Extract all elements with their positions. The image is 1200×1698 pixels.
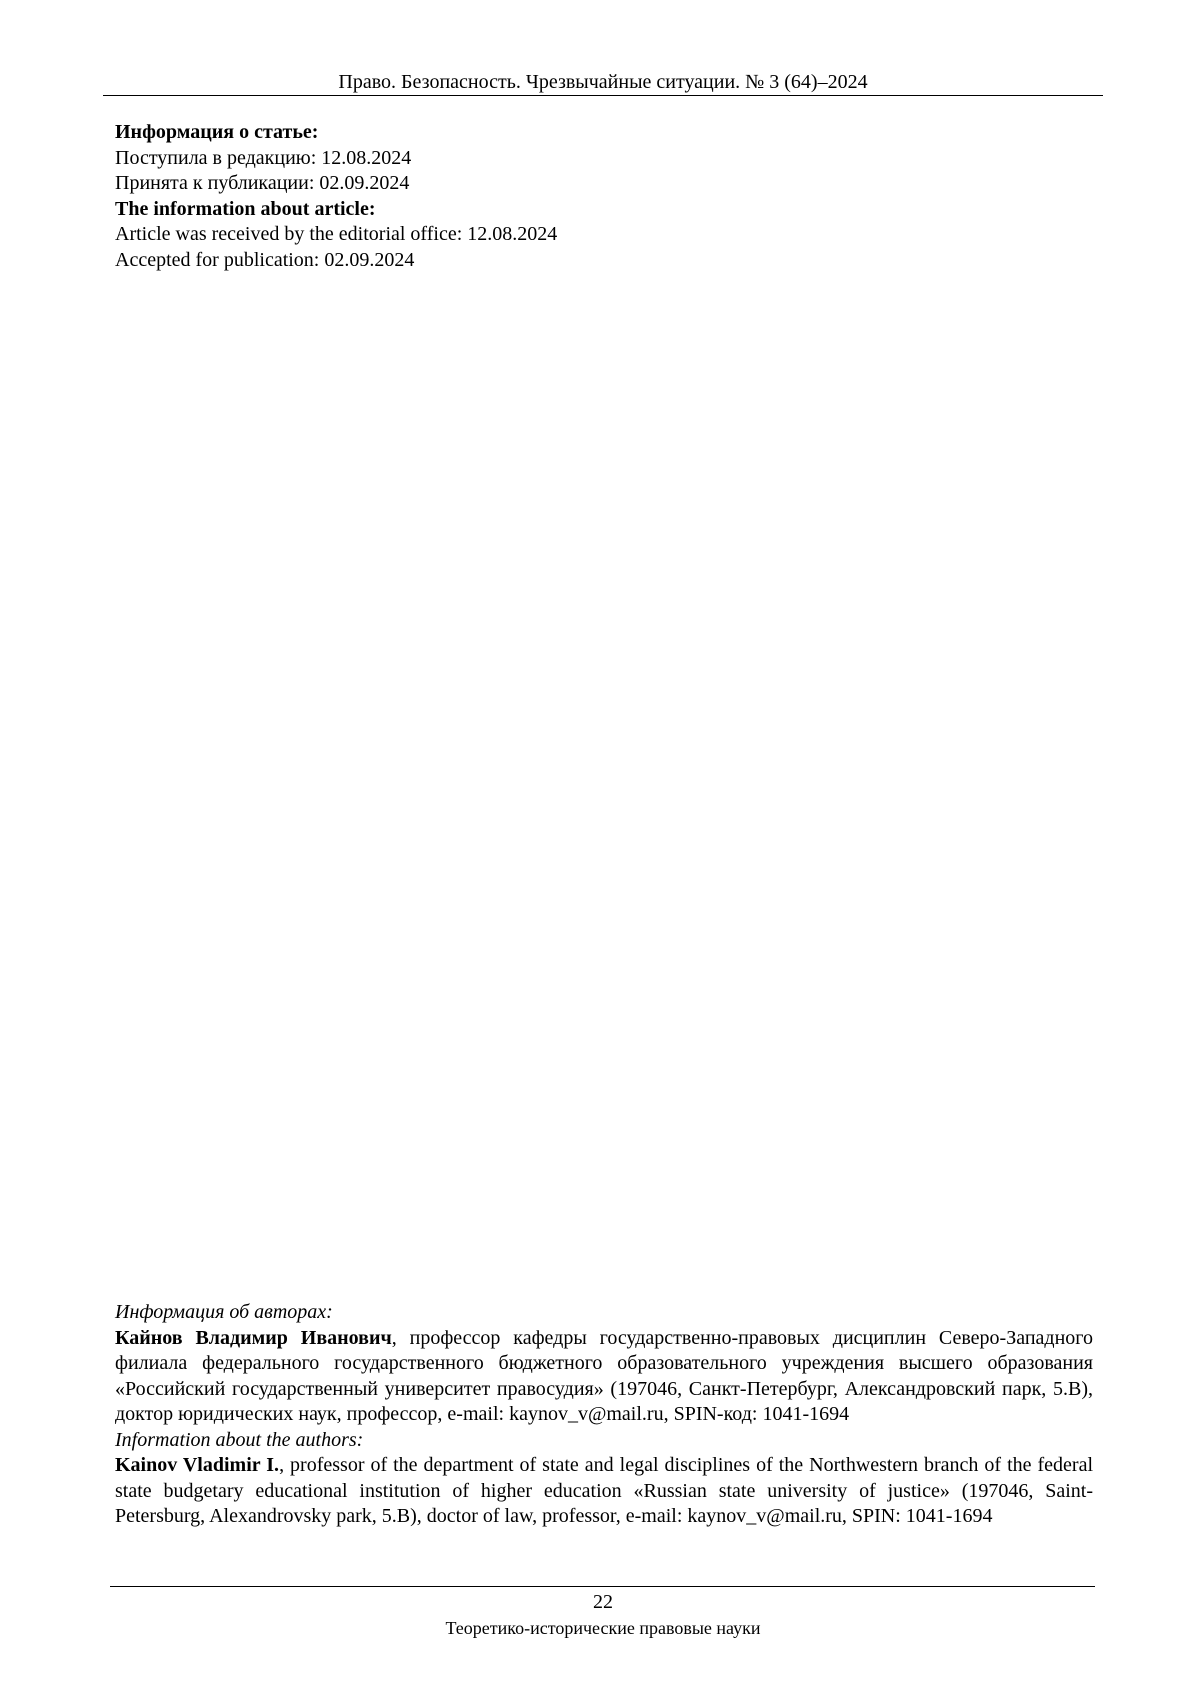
running-header: Право. Безопасность. Чрезвычайные ситуации. № 3 (64)–2024 <box>338 71 868 93</box>
author-details-ru: , профессор кафедры государственно-правовых дисциплин Северо-Западного филиала федерального государственного бюджетного образовательного учреждения высшего образования «Российский государственный университет правосудия» (197046, Санкт-Петербург, Александровский парк, 5.В), доктор юридических наук, профессор, e-mail: kaynov_v@mail.ru, SPIN-код: 1041-1694 <box>115 1326 1094 1425</box>
section-title: Теоретико-исторические правовые науки <box>445 1618 761 1638</box>
article-info-block <box>115 120 1095 273</box>
footer-divider <box>110 1586 1095 1587</box>
header-divider <box>103 95 1103 96</box>
article-info-heading-ru: Информация о статье: <box>115 121 319 143</box>
accepted-date-ru: Принята к публикации: 02.09.2024 <box>115 172 410 194</box>
author-name-en: Kainov Vladimir I. <box>115 1454 280 1476</box>
author-info-heading-ru: Информация об авторах: <box>115 1301 333 1323</box>
article-info-heading-en: The information about article: <box>115 197 376 220</box>
author-bio-en <box>115 1453 1093 1530</box>
received-date-en: Article was received by the editorial office: 12.08.2024 <box>115 223 558 245</box>
author-info-block <box>115 1300 1093 1530</box>
page-number: 22 <box>593 1591 613 1613</box>
author-info-heading-en: Information about the authors: <box>115 1428 364 1451</box>
accepted-date-en: Accepted for publication: 02.09.2024 <box>115 248 415 271</box>
author-bio-ru <box>115 1326 1093 1428</box>
author-name-ru: Кайнов Владимир Иванович <box>115 1326 392 1349</box>
received-date-ru: Поступила в редакцию: 12.08.2024 <box>115 146 412 169</box>
author-details-en: , professor of the department of state and legal disciplines of the Northwestern branch of the federal state budgetary educational institution of higher education «Russian state university of justice» (197046, Saint-Petersburg, Alexandrovsky park, 5.B), doctor of law, professor, e-mail: kaynov_v@mail.ru, SPIN: 1041-1694 <box>115 1454 1093 1527</box>
